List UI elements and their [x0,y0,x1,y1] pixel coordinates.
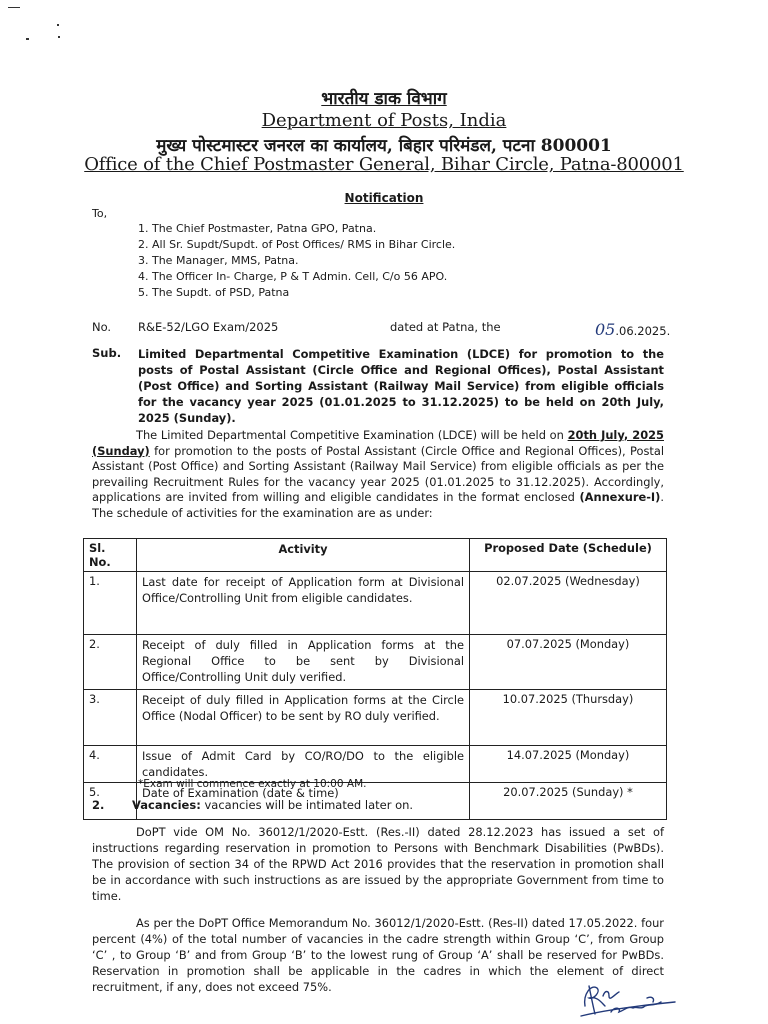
paragraph-number: 2. [92,798,105,812]
activity-cell: Receipt of duly filled in Application forms at the Regional Office to be sent by Divisional Office/Controlling Unit duly verified. [137,635,470,690]
hindi-office-heading: मुख्य पोस्टमास्टर जनरल का कार्यालय, बिहार परिमंडल, पटना 800001 [156,136,612,156]
date-cell: 20.07.2025 (Sunday) * [470,783,667,820]
table-header-row [84,539,667,572]
vacancies-text: vacancies will be intimated later on. [200,798,414,812]
table-row [84,690,667,746]
exam-time-footnote: *Exam will commence exactly at 10:00 AM. [138,778,367,790]
sl-cell: 5. [84,783,137,820]
vacancies-paragraph [132,798,413,812]
addressee-item: 3. The Manager, MMS, Patna. [138,254,299,267]
date-cell: 07.07.2025 (Monday) [470,635,667,690]
paragraph-intro [92,428,664,521]
handwritten-day: 05 [595,320,616,339]
date-suffix: .06.2025. [615,324,671,338]
english-office-heading: Office of the Chief Postmaster General, Bihar Circle, Patna-800001 [84,154,684,175]
signature-icon [575,976,685,1020]
subject-label: Sub. [92,346,122,360]
intro-text: . The schedule of activities for the examination are as under: [92,490,664,520]
issue-date [595,320,670,339]
sl-cell: 4. [84,746,137,783]
activity-cell: Last date for receipt of Application form at Divisional Office/Controlling Unit from eligible candidates. [137,572,470,635]
vacancies-label: Vacancies: [132,798,201,812]
subject-text: Limited Departmental Competitive Examination (LDCE) for promotion to the posts of Postal Assistant (Circle Office and Regional Offices), Postal Assistant (Post Office) and Sorting Assistant (Railway Mail Service) from eligible officials for the vacancy year 2025 (01.01.2025 to 31.12.2025) to be held on 20th July, 2025 (Sunday). [138,347,664,425]
table-row [84,572,667,635]
date-cell: 14.07.2025 (Monday) [470,746,667,783]
reference-number: R&E-52/LGO Exam/2025 [138,320,279,334]
dated-label: dated at Patna, the [390,320,501,334]
activity-cell: Receipt of duly filled in Application forms at the Circle Office (Nodal Officer) to be sent by RO duly verified. [137,690,470,746]
to-label: To, [92,207,108,220]
english-department-heading: Department of Posts, India [261,110,507,131]
column-header: Activity [137,539,470,572]
addressee-list [138,221,455,301]
hindi-department-heading: भारतीय डाक विभाग [321,89,447,109]
date-cell: 10.07.2025 (Thursday) [470,690,667,746]
table-row [84,635,667,690]
reference-no-label: No. [92,320,112,334]
scan-speck [57,24,59,26]
intro-text: The Limited Departmental Competitive Examination (LDCE) will be held on [136,428,568,442]
annexure-reference: (Annexure-I) [579,490,661,504]
table-row [84,746,667,783]
column-header: Sl. No. [84,539,137,572]
scan-speck [8,7,20,8]
activity-cell: Date of Examination (date & time) [137,783,470,820]
addressee-item: 5. The Supdt. of PSD, Patna [138,286,290,299]
activity-cell: Issue of Admit Card by CO/RO/DO to the eligible candidates. [137,746,470,783]
addressee-item: 4. The Officer In- Charge, P & T Admin. Cell, C/o 56 APO. [138,270,448,283]
column-header: Proposed Date (Schedule) [470,539,667,572]
intro-text: for promotion to the posts of Postal Assistant (Circle Office and Regional Offices), Postal Assistant (Post Office) and Sorting Assistant (Railway Mail Service) from eligible officials as per the prevailing Recruitment Rules for the vacancy year 2025 (01.01.2025 to 31.12.2025). Accordingly, applications are invited from willing and eligible candidates in the format enclosed [92,443,664,504]
addressee-item: 1. The Chief Postmaster, Patna GPO, Patna. [138,222,377,235]
addressee-item: 2. All Sr. Supdt/Supdt. of Post Offices/ RMS in Bihar Circle. [138,238,456,251]
paragraph-dopt-instructions: DoPT vide OM No. 36012/1/2020-Estt. (Res.-II) dated 28.12.2023 has issued a set of instructions regarding reservation in promotion to Persons with Benchmark Disabilities (PwBDs). The provision of section 34 of the RPWD Act 2016 provides that the reservation in promotion shall be in accordance with such instructions as are issued by the appropriate Government from time to time. [92,825,664,903]
paragraph-pwbd-reservation: As per the DoPT Office Memorandum No. 36012/1/2020-Estt. (Res-II) dated 17.05.2022. four percent (4%) of the total number of vacancies in the cadre strength within Group ‘C’, from Group ‘C’ , to Group ‘B’ and from Group ‘B’ to the lowest rung of Group ‘A’ shall be reserved for PwBDs. Reservation in promotion shall be applicable in the cadres in which the element of direct recruitment, if any, does not exceed 75%. [92,916,664,994]
exam-date-highlight: 20th July, 2025 (Sunday) [92,428,664,458]
sl-cell: 3. [84,690,137,746]
notification-title: Notification [344,191,424,205]
sl-cell: 2. [84,635,137,690]
scan-speck [26,38,29,40]
scan-speck [58,36,60,38]
sl-cell: 1. [84,572,137,635]
date-cell: 02.07.2025 (Wednesday) [470,572,667,635]
